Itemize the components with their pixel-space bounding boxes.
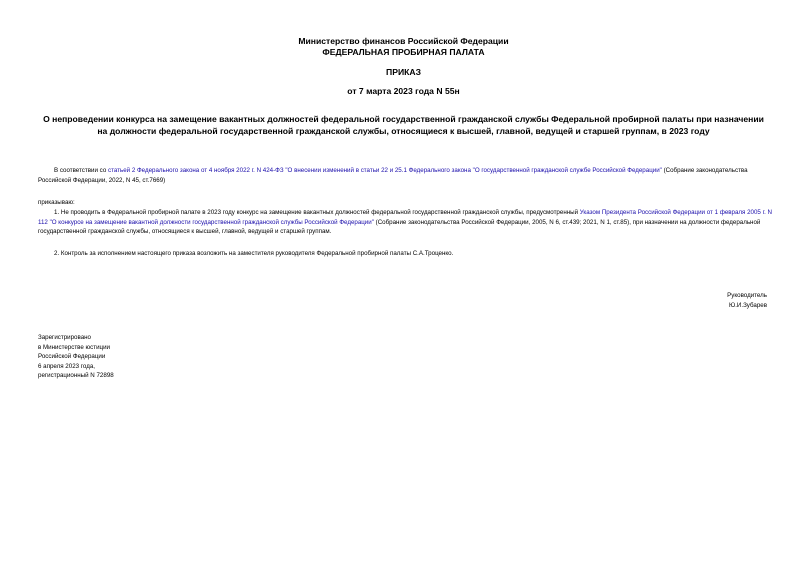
presidential-decree-link[interactable]: Указом Президента Российской Федерации от 1 февраля 2005 г. N 112 "О конкурсе на замещение вакантной должности государственной гражданской службы Российской Федерации" — [38, 209, 773, 226]
signature-block — [727, 291, 767, 310]
order-word: приказываю: — [38, 199, 75, 206]
registration-line: Зарегистрировано — [38, 334, 91, 341]
document-type: ПРИКАЗ — [386, 67, 421, 77]
item-1-suffix: (Собрание законодательства Российской Федерации, 2005, N 6, ст.439; 2021, N 1, ст.85), при назначении на должности федеральной государственной гражданской службы, относящиеся к высшей, главной, ведущей и старшей группам. — [38, 218, 761, 236]
registration-line: регистрационный N 72898 — [38, 372, 114, 380]
registration-line: Российской Федерации — [38, 353, 106, 361]
chamber-name: ФЕДЕРАЛЬНАЯ ПРОБИРНАЯ ПАЛАТА — [322, 47, 485, 57]
item-2-paragraph: 2. Контроль за исполнением настоящего приказа возложить на заместителя руководителя Федеральной пробирной палаты С.А.Троценко. — [54, 250, 454, 257]
signatory-name: Ю.И.Зубарев — [728, 301, 767, 309]
signatory-position: Руководитель — [727, 292, 767, 299]
document-date-number: от 7 марта 2023 года N 55н — [347, 86, 460, 96]
item-1-prefix: 1. Не проводить в Федеральной пробирной палате в 2023 году конкурс на замещение вакантных должностей федеральной государственной гражданской службы, предусмотренный — [54, 209, 580, 216]
preamble-paragraph — [38, 166, 773, 185]
registration-line: 6 апреля 2023 года, — [38, 362, 95, 370]
registration-block — [38, 333, 114, 381]
ministry-name: Министерство финансов Российской Федерации — [298, 36, 509, 46]
preamble-prefix: В соответствии со — [54, 167, 108, 174]
document-title: О непроведении конкурса на замещение вакантных должностей федеральной государственной гражданской службы Федеральной пробирной палаты при назначении на должности федеральной государственной гражданской службы, относящиеся к высшей, главной, ведущей и старшей группам, в 2023 году — [43, 114, 764, 136]
federal-law-link[interactable]: статьей 2 Федерального закона от 4 ноября 2022 г. N 424-ФЗ "О внесении изменений в статьи 22 и 25.1 Федерального закона "О государственной гражданской службе Российской Федерации" — [107, 167, 662, 174]
item-1-paragraph — [38, 208, 773, 237]
registration-line: в Министерстве юстиции — [38, 343, 111, 351]
preamble-suffix: (Собрание законодательства Российской Федерации, 2022, N 45, ст.7669) — [38, 167, 748, 184]
